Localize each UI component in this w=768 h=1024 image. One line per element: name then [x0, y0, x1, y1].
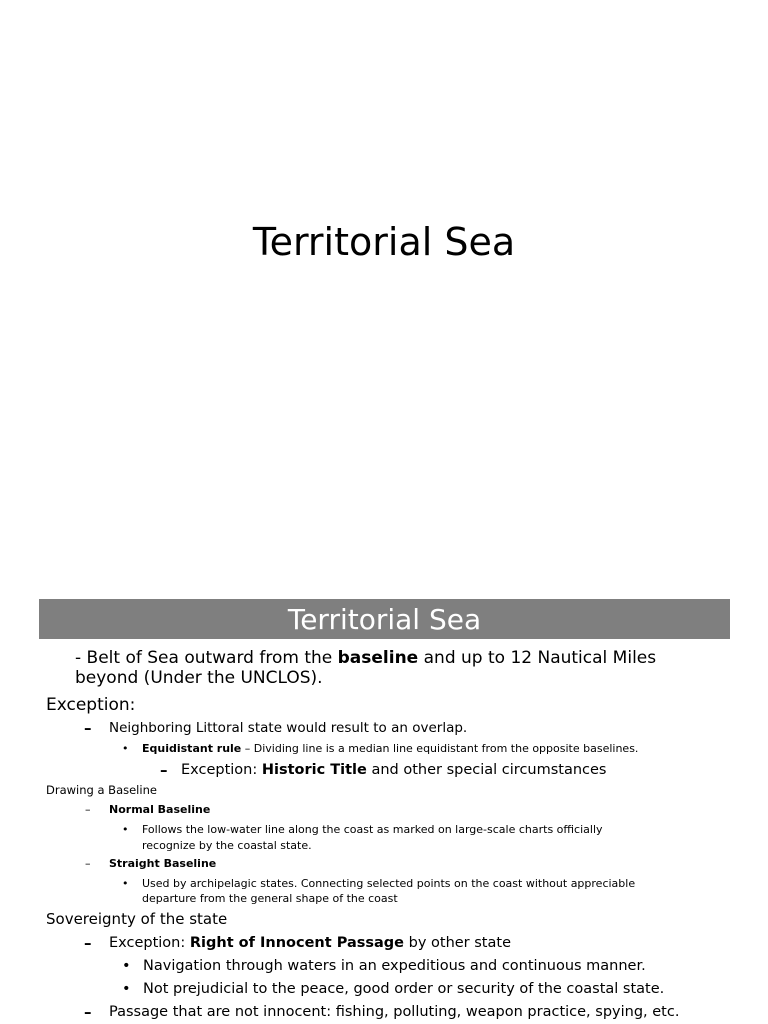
bullet-marker: • [122, 742, 129, 755]
dash-marker: – [84, 934, 92, 952]
historic-title-prefix: Exception: [181, 762, 262, 778]
innocent-passage-prefix: Exception: [109, 935, 190, 951]
normal-baseline-desc-line-1: Follows the low-water line along the coast as marked on large-scale charts officially [142, 823, 603, 836]
definition-text: - Belt of Sea outward from the [75, 648, 338, 668]
dash-marker: – [160, 761, 168, 779]
innocent-passage-item [109, 933, 511, 953]
equidistant-rule-text: – Dividing line is a median line equidistant from the opposite baselines. [241, 742, 639, 755]
sovereignty-heading: Sovereignty of the state [46, 910, 228, 928]
equidistant-rule-label: Equidistant rule [142, 742, 242, 755]
dash-marker: – [85, 857, 91, 870]
equidistant-rule-item [142, 741, 638, 756]
straight-baseline-desc-line-1: Used by archipelagic states. Connecting selected points on the coast without appreciable [142, 877, 636, 890]
slide-title: Territorial Sea [252, 220, 516, 264]
bullet-marker: • [122, 877, 129, 890]
exception-heading: Exception: [46, 695, 136, 715]
straight-baseline-item: Straight Baseline [109, 857, 217, 870]
navigation-item: Navigation through waters in an expeditious and continuous manner. [143, 958, 646, 974]
innocent-passage-suffix: by other state [404, 935, 511, 951]
normal-baseline-item: Normal Baseline [109, 803, 211, 816]
definition-text-end: and up to 12 Nautical Miles [418, 648, 657, 668]
dash-marker: – [85, 803, 91, 816]
historic-title-suffix: and other special circumstances [366, 762, 607, 778]
content-slide-title-banner: Territorial Sea [39, 599, 730, 639]
definition-line-1 [75, 648, 656, 668]
bullet-marker: • [122, 958, 131, 974]
dash-marker: – [84, 1003, 92, 1021]
drawing-baseline-heading: Drawing a Baseline [46, 783, 157, 797]
straight-baseline-desc-line-2: departure from the general shape of the coast [142, 892, 398, 905]
definition-bold-baseline: baseline [337, 648, 419, 668]
bullet-marker: • [122, 823, 129, 836]
historic-title-item [181, 761, 607, 779]
not-prejudicial-item: Not prejudicial to the peace, good order or security of the coastal state. [143, 981, 665, 997]
not-innocent-item: Passage that are not innocent: fishing, polluting, weapon practice, spying, etc. [109, 1004, 680, 1020]
historic-title-bold: Historic Title [261, 762, 367, 778]
definition-line-2: beyond (Under the UNCLOS). [75, 668, 323, 688]
bullet-marker: • [122, 981, 131, 997]
normal-baseline-desc-line-2: recognize by the coastal state. [142, 839, 312, 852]
dash-marker: – [84, 719, 92, 737]
innocent-passage-bold: Right of Innocent Passage [189, 935, 405, 951]
neighboring-littoral-item: Neighboring Littoral state would result to an overlap. [109, 720, 468, 736]
